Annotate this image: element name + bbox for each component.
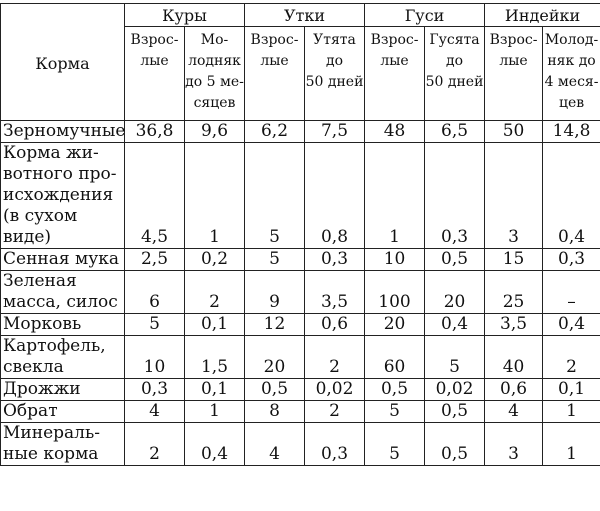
table-cell: 5 (365, 423, 425, 466)
table-cell: 36,8 (125, 121, 185, 143)
row-label: Картофель, свекла (1, 336, 125, 379)
table-cell: 0,02 (425, 379, 485, 401)
table-cell: 0,1 (185, 314, 245, 336)
table-cell: 5 (125, 314, 185, 336)
group-header: Куры (125, 4, 245, 27)
sub-header: Утята до 50 дней (305, 27, 365, 121)
table-body (1, 121, 600, 466)
sub-header: Взрос- лые (125, 27, 185, 121)
table-cell: 1,5 (185, 336, 245, 379)
table-cell: 20 (245, 336, 305, 379)
table-cell: 14,8 (543, 121, 600, 143)
table-cell: 0,5 (425, 423, 485, 466)
table-cell: 0,4 (543, 143, 600, 249)
table-cell: 20 (365, 314, 425, 336)
table-cell: 1 (543, 423, 600, 466)
sub-header: Мо- лодняк до 5 ме- сяцев (185, 27, 245, 121)
table-row (1, 314, 600, 336)
table-cell: 1 (543, 401, 600, 423)
corner-header: Корма (1, 4, 125, 121)
table-cell: 1 (185, 143, 245, 249)
row-label: Корма жи- вотного про- исхождения (в сухом виде) (1, 143, 125, 249)
table-cell: 0,4 (543, 314, 600, 336)
table-cell: 2 (305, 401, 365, 423)
table-cell: 5 (245, 143, 305, 249)
table-cell: 0,3 (305, 423, 365, 466)
group-header: Индейки (485, 4, 600, 27)
table-cell: 12 (245, 314, 305, 336)
table-cell: 0,3 (425, 143, 485, 249)
table-row (1, 423, 600, 466)
table-cell: 10 (125, 336, 185, 379)
table-cell: 0,2 (185, 249, 245, 271)
table-row (1, 271, 600, 314)
table-cell: 0,6 (485, 379, 543, 401)
table-cell: 15 (485, 249, 543, 271)
row-label: Сенная мука (1, 249, 125, 271)
table-cell: 0,5 (425, 401, 485, 423)
table-cell: 0,3 (125, 379, 185, 401)
table-cell: 100 (365, 271, 425, 314)
table-cell: 4 (245, 423, 305, 466)
table-row (1, 336, 600, 379)
table-cell: 1 (365, 143, 425, 249)
table-cell: 4 (485, 401, 543, 423)
table-cell: 0,1 (185, 379, 245, 401)
table-cell: 0,5 (365, 379, 425, 401)
table-cell: 60 (365, 336, 425, 379)
table-row (1, 401, 600, 423)
table-cell: 25 (485, 271, 543, 314)
table-cell: 6,5 (425, 121, 485, 143)
table-row (1, 143, 600, 249)
table-cell: 8 (245, 401, 305, 423)
table-cell: – (543, 271, 600, 314)
table-cell: 0,4 (425, 314, 485, 336)
table-cell: 3,5 (305, 271, 365, 314)
table-cell: 2 (125, 423, 185, 466)
table-cell: 0,02 (305, 379, 365, 401)
group-header: Утки (245, 4, 365, 27)
table-cell: 0,4 (185, 423, 245, 466)
sub-header: Взрос- лые (365, 27, 425, 121)
sub-header: Взрос- лые (485, 27, 543, 121)
table-cell: 2 (185, 271, 245, 314)
table-row (1, 249, 600, 271)
table-cell: 9 (245, 271, 305, 314)
table-cell: 6 (125, 271, 185, 314)
table-cell: 1 (185, 401, 245, 423)
table-cell: 3 (485, 143, 543, 249)
row-label: Минераль- ные корма (1, 423, 125, 466)
table-row (1, 379, 600, 401)
table-cell: 4 (125, 401, 185, 423)
table-row (1, 121, 600, 143)
table-cell: 0,3 (543, 249, 600, 271)
row-label: Дрожжи (1, 379, 125, 401)
table-cell: 40 (485, 336, 543, 379)
row-label: Зерномучные (1, 121, 125, 143)
table-cell: 3,5 (485, 314, 543, 336)
table-cell: 0,5 (245, 379, 305, 401)
table-cell: 5 (365, 401, 425, 423)
table-cell: 2 (543, 336, 600, 379)
table-cell: 0,6 (305, 314, 365, 336)
table-cell: 6,2 (245, 121, 305, 143)
row-label: Обрат (1, 401, 125, 423)
row-label: Зеленая масса, силос (1, 271, 125, 314)
table-cell: 20 (425, 271, 485, 314)
row-label: Морковь (1, 314, 125, 336)
table-cell: 4,5 (125, 143, 185, 249)
sub-header: Взрос- лые (245, 27, 305, 121)
group-header-row (1, 4, 600, 27)
group-header: Гуси (365, 4, 485, 27)
sub-header: Гусята до 50 дней (425, 27, 485, 121)
table-cell: 5 (245, 249, 305, 271)
table-cell: 48 (365, 121, 425, 143)
table-cell: 2 (305, 336, 365, 379)
table-cell: 3 (485, 423, 543, 466)
table-cell: 0,1 (543, 379, 600, 401)
table-cell: 0,8 (305, 143, 365, 249)
table-cell: 50 (485, 121, 543, 143)
table-cell: 7,5 (305, 121, 365, 143)
feed-norms-table (0, 3, 600, 466)
table-cell: 0,5 (425, 249, 485, 271)
table-cell: 9,6 (185, 121, 245, 143)
table-cell: 0,3 (305, 249, 365, 271)
table-cell: 5 (425, 336, 485, 379)
table-cell: 10 (365, 249, 425, 271)
table-cell: 2,5 (125, 249, 185, 271)
sub-header: Молод- няк до 4 меся- цев (543, 27, 600, 121)
